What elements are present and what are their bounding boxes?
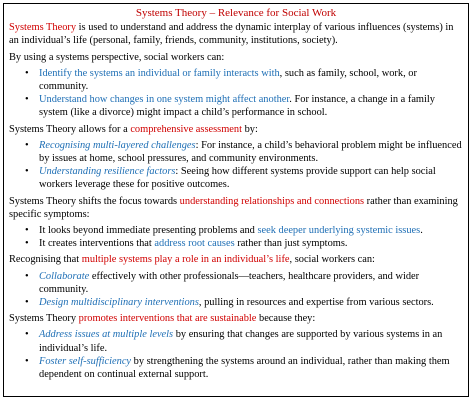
item-text: It creates interventions that xyxy=(39,238,155,250)
highlight: Understanding resilience factors xyxy=(39,166,176,178)
list-item xyxy=(39,165,463,191)
highlight: Design multidisciplinary interventions xyxy=(39,297,199,309)
lead-text: , social workers can: xyxy=(289,254,375,266)
highlight: address root causes xyxy=(154,238,235,250)
highlight: Recognising multi-layered challenges xyxy=(39,139,196,151)
page-title: Systems Theory – Relevance for Social Work xyxy=(135,7,337,19)
section5-lead xyxy=(9,312,463,325)
section2-lead xyxy=(9,123,463,136)
item-text: effectively with other professionals—teachers, healthcare providers, and wider community. xyxy=(39,270,420,295)
list-item xyxy=(39,237,463,250)
lead-text: by: xyxy=(241,123,258,135)
item-text: It looks beyond immediate presenting problems and xyxy=(39,225,258,237)
list-item xyxy=(39,270,463,296)
section4-list xyxy=(9,270,463,310)
item-text: , such as family, school, work, or community. xyxy=(39,67,417,93)
item-text: : For instance, a child’s behavioral problem might be influenced by issues at home, school pressures, and community environments. xyxy=(39,139,462,165)
section3-list xyxy=(9,224,463,250)
list-item xyxy=(39,355,463,381)
item-text: , pulling in resources and expertise from various sectors. xyxy=(198,297,434,309)
section3-lead xyxy=(9,195,463,221)
item-text: rather than just symptoms. xyxy=(234,238,348,250)
lead-highlight: comprehensive assessment xyxy=(130,123,242,135)
highlight: Identify the systems an individual or family interacts with xyxy=(39,67,280,79)
lead-text: Systems Theory allows for a xyxy=(9,123,131,135)
section2-list xyxy=(9,139,463,192)
lead-text: Recognising that xyxy=(9,254,82,266)
intro-paragraph xyxy=(9,21,463,47)
list-item xyxy=(39,224,463,237)
item-text: by ensuring that changes are supported by various systems in an individual’s life. xyxy=(39,329,443,354)
highlight: Address issues at multiple levels xyxy=(39,329,174,341)
lead-highlight: promotes interventions that are sustainable xyxy=(78,313,257,325)
document-page xyxy=(3,3,469,397)
list-item xyxy=(39,93,463,119)
section1-list xyxy=(9,67,463,120)
section4-lead xyxy=(9,253,463,266)
section1-lead: By using a systems perspective, social workers can: xyxy=(9,51,225,63)
lead-highlight: multiple systems play a role in an individual’s life xyxy=(81,254,290,266)
item-text: . For instance, a change in a family system (like a divorce) might impact a child’s performance in school. xyxy=(39,94,435,119)
list-item xyxy=(39,328,463,354)
lead-text: rather than examining specific symptoms: xyxy=(9,195,458,220)
item-text: by strengthening the systems around an individual, rather than making them dependent on continual external support. xyxy=(39,355,450,381)
highlight: Collaborate xyxy=(39,270,90,282)
lead-highlight: understanding relationships and connections xyxy=(179,195,365,207)
intro-text: is used to understand and address the dynamic interplay of various influences (systems) in an individual’s life (personal, family, friends, community, institutions, society). xyxy=(9,22,454,47)
intro-term: Systems Theory xyxy=(9,22,77,34)
lead-text: Systems Theory xyxy=(9,313,79,325)
list-item xyxy=(39,296,463,309)
highlight: Foster self-sufficiency xyxy=(39,355,132,367)
lead-text: Systems Theory shifts the focus towards xyxy=(9,195,180,207)
list-item xyxy=(39,67,463,93)
item-text: : Seeing how different systems provide support can help social workers leverage these for positive outcomes. xyxy=(39,166,436,191)
list-item xyxy=(39,139,463,165)
section5-list xyxy=(9,328,463,381)
highlight: Understand how changes in one system might affect another xyxy=(39,94,290,106)
item-text: . xyxy=(420,225,423,237)
highlight: seek deeper underlying systemic issues xyxy=(257,225,421,237)
lead-text: because they: xyxy=(256,313,316,325)
